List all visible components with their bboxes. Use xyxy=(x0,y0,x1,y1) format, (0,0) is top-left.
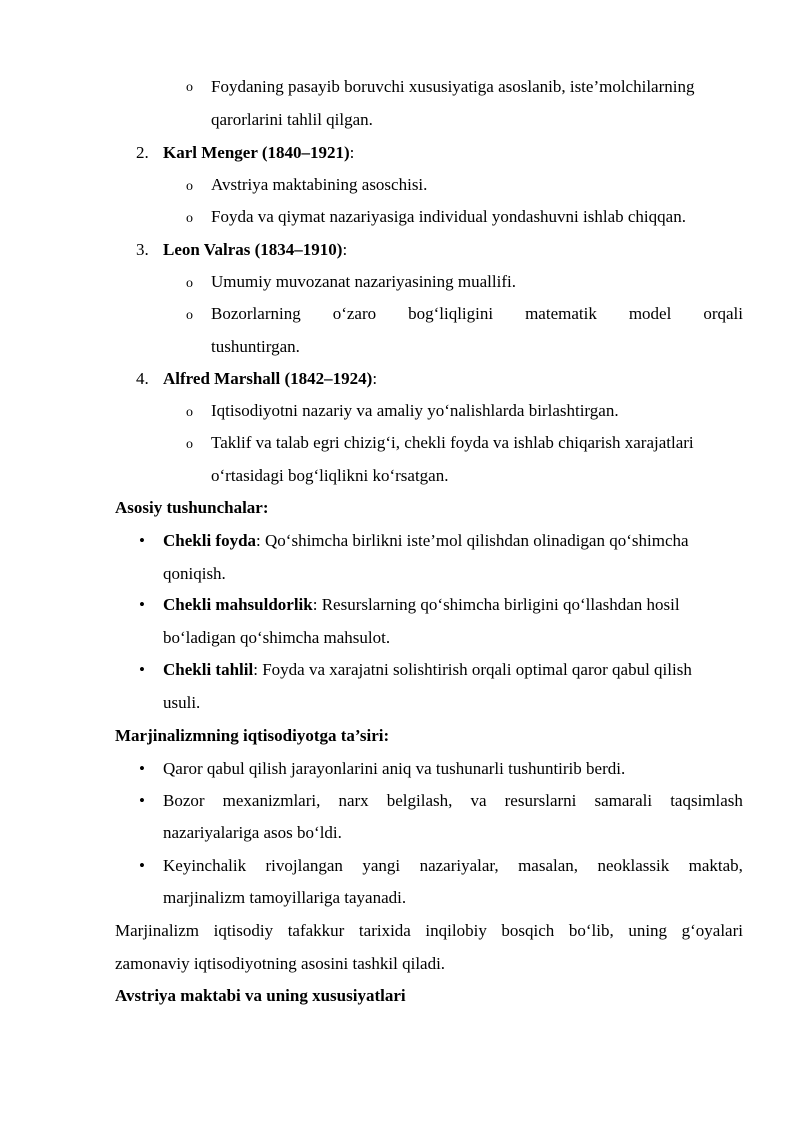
definition: : Resurslarning qo‘shimcha birligini qo‘llashdan hosil xyxy=(312,595,680,614)
paragraph-line: marjinalizm tamoyillariga tayanadi. xyxy=(163,888,407,907)
term: Chekli tahlil xyxy=(163,660,254,679)
word: tafakkur xyxy=(287,921,345,940)
definition-line xyxy=(163,595,680,615)
list-item: Qaror qabul qilish jarayonlarini aniq va tushunarli tushuntirib berdi. xyxy=(163,759,626,778)
bullet-dot: • xyxy=(139,595,145,614)
word: o‘zaro xyxy=(332,304,377,323)
word: tarixida xyxy=(358,921,411,940)
definition: : Foyda va xarajatni solishtirish orqali optimal qaror qabul qilish xyxy=(253,660,692,679)
economist-heading xyxy=(163,143,354,163)
bullet-dot: • xyxy=(139,531,145,550)
word: Bozor xyxy=(163,791,205,810)
paragraph-line: o‘rtasidagi bog‘liqlikni ko‘rsatgan. xyxy=(211,466,449,485)
definition: : Qo‘shimcha birlikni iste’mol qilishdan olinadigan qo‘shimcha xyxy=(256,531,689,550)
word: yangi xyxy=(362,856,401,875)
word: mexanizmlari, xyxy=(222,791,321,810)
bullet-dot: • xyxy=(139,759,145,778)
sub-bullet: o xyxy=(186,211,193,226)
paragraph-line: zamonaviy iqtisodiyotning asosini tashkil qiladi. xyxy=(115,954,446,973)
sub-bullet: o xyxy=(186,437,193,452)
word: bog‘liqligini xyxy=(408,304,494,323)
paragraph-line: Foydaning pasayib boruvchi xususiyatiga asoslanib, iste’molchilarning xyxy=(211,77,695,96)
word: belgilash, xyxy=(386,791,453,810)
paragraph-line: Taklif va talab egri chizig‘i, chekli foyda va ishlab chiqarish xarajatlari xyxy=(211,433,694,452)
paragraph-line: usuli. xyxy=(163,693,201,712)
definition-line xyxy=(163,660,692,680)
word: g‘oyalari xyxy=(681,921,743,940)
sub-bullet: o xyxy=(186,80,193,95)
paragraph-line: qarorlarini tahlil qilgan. xyxy=(211,110,373,129)
term: Chekli foyda xyxy=(163,531,257,550)
word: bo‘lib, xyxy=(568,921,614,940)
paragraph-line: nazariyalariga asos bo‘ldi. xyxy=(163,823,342,842)
word: orqali xyxy=(703,304,743,323)
word: resurslarni xyxy=(504,791,577,810)
word: taqsimlash xyxy=(670,791,743,810)
list-number: 4. xyxy=(136,369,149,388)
sub-bullet: o xyxy=(186,179,193,194)
list-item: Avstriya maktabining asoschisi. xyxy=(211,175,428,194)
justified-line xyxy=(163,791,743,811)
economist-name: Alfred Marshall (1842–1924) xyxy=(163,369,373,388)
list-item: Iqtisodiyotni nazariy va amaliy yo‘nalishlarda birlashtirgan. xyxy=(211,401,619,420)
word: va xyxy=(470,791,487,810)
word: samarali xyxy=(594,791,653,810)
word: uning xyxy=(628,921,668,940)
economist-name: Leon Valras (1834–1910) xyxy=(163,240,343,259)
section-heading: Avstriya maktabi va uning xususiyatlari xyxy=(115,986,406,1005)
justified-line xyxy=(115,921,743,941)
paragraph-line: qoniqish. xyxy=(163,564,226,583)
section-heading: Asosiy tushunchalar: xyxy=(115,498,269,517)
sub-bullet: o xyxy=(186,308,193,323)
paragraph-line: bo‘ladigan qo‘shimcha mahsulot. xyxy=(163,628,391,647)
word: maktab, xyxy=(688,856,743,875)
definition-line xyxy=(163,531,689,551)
bullet-dot: • xyxy=(139,791,145,810)
economist-heading xyxy=(163,369,377,389)
heading-colon: : xyxy=(349,143,355,162)
term: Chekli mahsuldorlik xyxy=(163,595,313,614)
word: nazariyalar, xyxy=(419,856,499,875)
word: Marjinalizm xyxy=(115,921,200,940)
heading-colon: : xyxy=(372,369,378,388)
word: inqilobiy xyxy=(425,921,487,940)
list-number: 3. xyxy=(136,240,149,259)
list-number: 2. xyxy=(136,143,149,162)
word: model xyxy=(628,304,672,323)
word: Bozorlarning xyxy=(211,304,301,323)
list-item: Foyda va qiymat nazariyasiga individual yondashuvni ishlab chiqqan. xyxy=(211,207,686,226)
word: masalan, xyxy=(518,856,579,875)
list-item: Umumiy muvozanat nazariyasining muallifi. xyxy=(211,272,516,291)
justified-line xyxy=(211,304,743,324)
justified-line xyxy=(163,856,743,876)
bullet-dot: • xyxy=(139,660,145,679)
paragraph-line: tushuntirgan. xyxy=(211,337,300,356)
economist-heading xyxy=(163,240,347,260)
section-heading: Marjinalizmning iqtisodiyotga ta’siri: xyxy=(115,726,390,745)
word: matematik xyxy=(525,304,597,323)
word: rivojlangan xyxy=(265,856,343,875)
sub-bullet: o xyxy=(186,276,193,291)
sub-bullet: o xyxy=(186,405,193,420)
heading-colon: : xyxy=(342,240,348,259)
economist-name: Karl Menger (1840–1921) xyxy=(163,143,350,162)
word: Keyinchalik xyxy=(163,856,247,875)
word: narx xyxy=(338,791,369,810)
word: bosqich xyxy=(501,921,555,940)
word: iqtisodiy xyxy=(213,921,274,940)
bullet-dot: • xyxy=(139,856,145,875)
word: neoklassik xyxy=(597,856,670,875)
